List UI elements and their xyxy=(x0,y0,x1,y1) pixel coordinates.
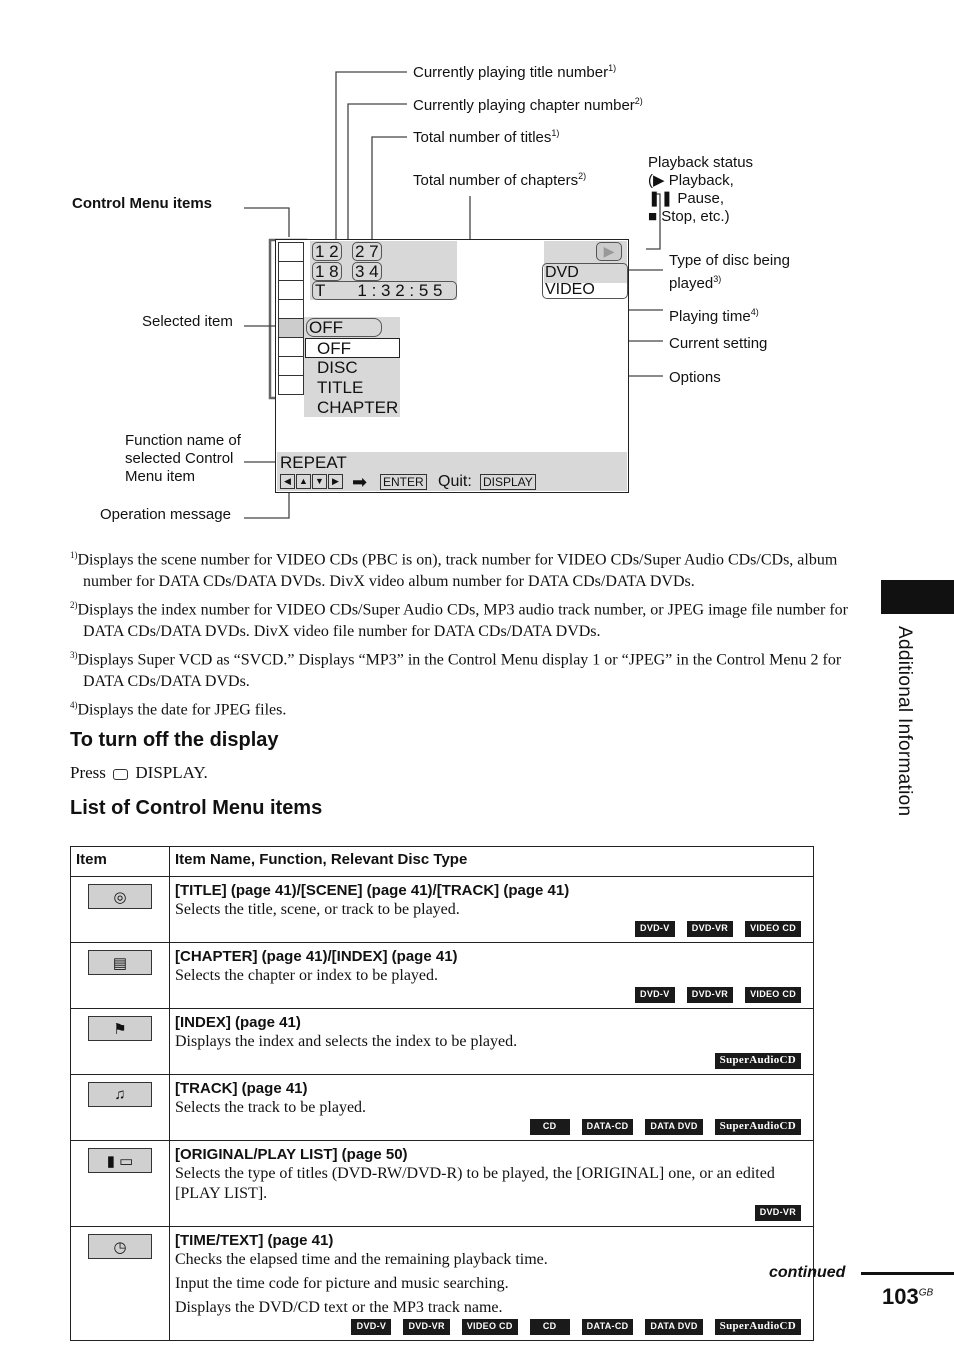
item-description: Selects the chapter or index to be played. xyxy=(175,967,439,984)
disc-badge: DVD-V xyxy=(635,987,675,1003)
item-icon-cell xyxy=(71,943,170,1009)
music-note-icon: ♫ xyxy=(88,1082,152,1107)
menu-icon-cell xyxy=(278,242,304,262)
continued-label: continued xyxy=(769,1264,846,1281)
disc-type: DVD VIDEO xyxy=(542,263,628,299)
disc-badge: DVD-V xyxy=(351,1319,391,1335)
item-description-cell xyxy=(170,1009,814,1075)
header-item: Item xyxy=(71,847,170,877)
index-flag-icon: ⚑ xyxy=(88,1016,152,1041)
item-title: [ORIGINAL/PLAY LIST] (page 50) xyxy=(175,1146,408,1163)
title-icon: ◎ xyxy=(88,884,152,909)
item-icon-cell xyxy=(71,1009,170,1075)
item-icon-cell xyxy=(71,1227,170,1341)
disc-type-badges xyxy=(170,1118,813,1140)
label-control-menu-items: Control Menu items xyxy=(72,195,213,212)
disc-badge: DVD-VR xyxy=(403,1319,449,1335)
disc-type-badges xyxy=(170,1204,813,1226)
label-operation-message: Operation message xyxy=(100,506,231,523)
label-total-chapters: Total number of chapters$^{2)}$ xyxy=(413,171,587,189)
label-title-number: Currently playing title number$^{1)}$ xyxy=(413,63,617,81)
title-number: 1 2 xyxy=(312,242,342,261)
item-description: Selects the type of titles (DVD-RW/DVD-R) to be played, the [ORIGINAL] one, or an edited [PLAY LIST]. xyxy=(175,1165,775,1202)
item-title: [TRACK] (page 41) xyxy=(175,1080,308,1097)
label-disc-type: Type of disc being played$^{3)}$ xyxy=(669,252,790,292)
item-description-cell xyxy=(170,943,814,1009)
item-description-cell xyxy=(170,1141,814,1227)
operation-arrows xyxy=(280,474,343,489)
label-playback-status: Playback status (▶ Playback, ❚❚ Pause, ■ Stop, etc.) xyxy=(648,154,754,225)
table-row xyxy=(71,943,814,1009)
disc-badge: VIDEO CD xyxy=(745,921,801,937)
item-title: [CHAPTER] (page 41)/[INDEX] (page 41) xyxy=(175,948,458,965)
disc-badge: CD xyxy=(530,1119,570,1135)
play-list-icon: ▮ ▭ xyxy=(88,1148,152,1173)
current-setting: OFF xyxy=(306,318,382,337)
disc-badge: SuperAudioCD xyxy=(715,1119,801,1135)
item-title: [INDEX] (page 41) xyxy=(175,1014,301,1031)
page-number: $103^{GB}$ xyxy=(882,1284,934,1309)
total-titles: 2 7 xyxy=(352,242,382,261)
option-selected[interactable]: OFF xyxy=(305,338,400,358)
disc-badge: DVD-VR xyxy=(755,1205,801,1221)
down-arrow-icon: ▼ xyxy=(312,474,327,489)
menu-icon-cell xyxy=(278,337,304,357)
enter-key: ENTER xyxy=(380,474,427,490)
option-chapter[interactable]: CHAPTER xyxy=(317,398,399,417)
table-row xyxy=(71,1075,814,1141)
label-current-setting: Current setting xyxy=(669,335,768,352)
table-header-row xyxy=(71,847,814,877)
item-title: [TITLE] (page 41)/[SCENE] (page 41)/[TRACK] (page 41) xyxy=(175,882,570,899)
disc-badge: DVD-V xyxy=(635,921,675,937)
item-description: Displays the DVD/CD text or the MP3 track name. xyxy=(175,1299,503,1316)
item-description: Checks the elapsed time and the remaining playback time. xyxy=(175,1251,548,1268)
disc-badge: DATA DVD xyxy=(645,1119,702,1135)
disc-badge: CD xyxy=(530,1319,570,1335)
label-options: Options xyxy=(669,369,721,386)
table-row xyxy=(71,1009,814,1075)
function-name: REPEAT xyxy=(280,453,347,472)
option-title[interactable]: TITLE xyxy=(317,378,364,397)
header-item-name: Item Name, Function, Relevant Disc Type xyxy=(170,847,814,877)
menu-icon-cell xyxy=(278,299,304,319)
disc-badge: DATA-CD xyxy=(582,1119,634,1135)
disc-badge: SuperAudioCD xyxy=(715,1053,801,1069)
menu-icon-cell xyxy=(278,261,304,281)
playback-status-icon: ▶ xyxy=(596,242,622,261)
label-function-name: Function name of selected Control Menu item xyxy=(125,432,241,485)
menu-icon-cell xyxy=(278,375,304,395)
footnote-4: $^{4)}$Displays the date for JPEG files. xyxy=(70,700,287,719)
footnote-3: $^{3)}$Displays Super VCD as “SVCD.” Displays “MP3” in the Control Menu display 1 or “JPEG” in the Control Menu 2 for DATA CDs/DATA DVDs. xyxy=(70,650,842,691)
disc-type-badges xyxy=(170,986,813,1008)
pause-icon: ❚❚ xyxy=(648,190,674,207)
stop-icon: ■ xyxy=(648,208,658,225)
item-description: Selects the title, scene, or track to be played. xyxy=(175,901,460,918)
disc-badge: DVD-VR xyxy=(687,921,733,937)
left-arrow-icon: ◀ xyxy=(280,474,295,489)
item-description: Selects the track to be played. xyxy=(175,1099,367,1116)
play-icon: ▶ xyxy=(653,172,665,189)
item-description-cell xyxy=(170,1227,814,1341)
option-disc[interactable]: DISC xyxy=(317,358,358,377)
menu-icon-cell-selected xyxy=(278,318,304,338)
display-key: DISPLAY xyxy=(480,474,536,490)
table-row xyxy=(71,877,814,943)
item-icon-cell xyxy=(71,1141,170,1227)
item-description: Displays the index and selects the index to be played. xyxy=(175,1033,518,1050)
disc-type-badges xyxy=(170,1052,813,1074)
footnote-2: $^{2)}$Displays the index number for VIDEO CDs/Super Audio CDs, MP3 audio track number, or JPEG image file number for DATA CDs/DATA DVDs. DivX video file number for DATA CDs/DATA DVDs. xyxy=(70,600,849,641)
side-tab-label: Additional Information xyxy=(894,626,915,817)
menu-icon-cell xyxy=(278,280,304,300)
quit-label: Quit: xyxy=(438,473,472,490)
arrow-right-icon: ➡ xyxy=(352,472,368,492)
item-description: Input the time code for picture and music searching. xyxy=(175,1275,509,1292)
display-button-icon xyxy=(113,769,128,780)
label-selected-item: Selected item xyxy=(142,313,233,330)
table-row xyxy=(71,1227,814,1341)
disc-badge: SuperAudioCD xyxy=(715,1319,801,1335)
label-chapter-number: Currently playing chapter number$^{2)}$ xyxy=(413,96,643,114)
disc-type-badges xyxy=(170,920,813,942)
menu-icon-cell xyxy=(278,356,304,376)
table-row xyxy=(71,1141,814,1227)
heading-turn-off: To turn off the display xyxy=(70,729,279,751)
disc-badge: DVD-VR xyxy=(687,987,733,1003)
disc-badge: VIDEO CD xyxy=(462,1319,518,1335)
footnote-1: $^{1)}$Displays the scene number for VIDEO CDs (PBC is on), track number for VIDEO CDs/Super Audio CDs/CDs, album number for DATA CDs/DATA DVDs. DivX video album number for DATA CDs/DATA DVDs. xyxy=(70,550,838,591)
item-description-cell xyxy=(170,1075,814,1141)
disc-badge: DATA-CD xyxy=(582,1319,634,1335)
playing-time: T 1 : 3 2 : 5 5 xyxy=(312,281,457,300)
time-text-icon: ◷ xyxy=(88,1234,152,1259)
side-tab xyxy=(881,580,954,614)
press-display-text: Press DISPLAY. xyxy=(70,763,208,782)
item-icon-cell xyxy=(71,1075,170,1141)
item-title: [TIME/TEXT] (page 41) xyxy=(175,1232,334,1249)
item-icon-cell xyxy=(71,877,170,943)
disc-badge: DATA DVD xyxy=(645,1319,702,1335)
disc-badge: VIDEO CD xyxy=(745,987,801,1003)
disc-type-badges xyxy=(170,1318,813,1340)
up-arrow-icon: ▲ xyxy=(296,474,311,489)
control-menu-display xyxy=(275,239,629,493)
label-total-titles: Total number of titles$^{1)}$ xyxy=(413,128,560,146)
control-menu-table xyxy=(70,846,814,1341)
right-arrow-icon: ▶ xyxy=(328,474,343,489)
chapter-icon: ▤ xyxy=(88,950,152,975)
item-description-cell xyxy=(170,877,814,943)
chapter-number: 1 8 xyxy=(312,262,342,281)
label-playing-time: Playing time$^{4)}$ xyxy=(669,307,759,325)
continued-rule xyxy=(861,1272,954,1275)
heading-list: List of Control Menu items xyxy=(70,797,323,819)
total-chapters: 3 4 xyxy=(352,262,382,281)
